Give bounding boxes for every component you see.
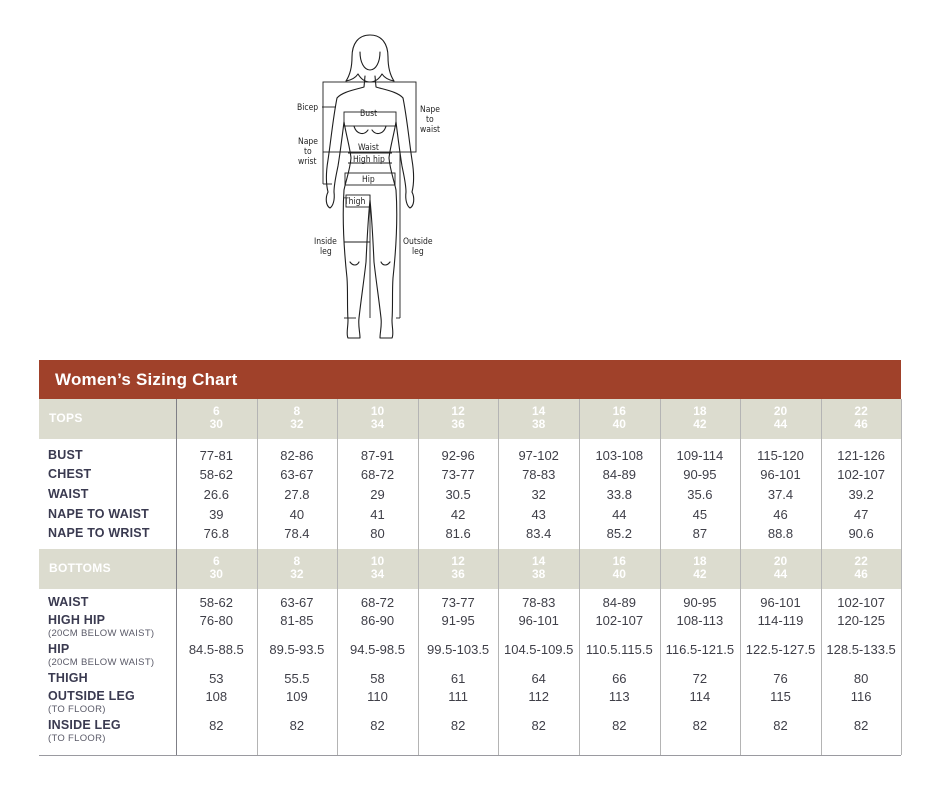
bottoms-cell: 112 [528,689,550,704]
bottoms-cell: 84.5-88.5 [188,642,244,657]
label-bust: Bust [360,109,378,119]
bottoms-cell: 72 [692,671,708,686]
bottoms-cell: 120-125 [837,613,885,628]
bottoms-cell: 82 [531,718,546,733]
tops-size-eu: 38 [532,417,546,431]
tops-row-label: BUST [48,448,83,462]
bottoms-cell: 96-101 [518,613,559,628]
bottoms-size-eu: 42 [693,567,707,581]
bottoms-cell: 102-107 [837,595,885,610]
tops-cell: 40 [289,507,305,522]
column-divider [901,399,902,755]
bottoms-size-eu: 44 [773,567,788,581]
bottoms-size-uk: 18 [693,554,707,568]
tops-cell: 78.4 [284,526,310,541]
bottoms-size-uk: 16 [612,554,626,568]
tops-cell: 32 [531,487,546,502]
bottoms-cell: 78-83 [522,595,556,610]
bottoms-cell: 82 [370,718,385,733]
bottoms-cell: 58-62 [199,595,233,610]
label-outside-leg-2: leg [412,247,424,257]
label-nape-waist-1: Nape [420,105,440,115]
bottoms-label: BOTTOMS [49,561,111,575]
tops-cell: 121-126 [837,448,885,463]
tops-size-uk: 22 [854,404,868,418]
tops-size-uk: 6 [212,404,220,418]
label-inside-leg-1: Inside [314,237,337,247]
tops-cell: 90.6 [848,526,874,541]
bottoms-cell: 84-89 [602,595,636,610]
bottoms-cell: 66 [612,671,627,686]
bottoms-cell: 82 [773,718,788,733]
tops-cell: 33.8 [606,487,632,502]
bottoms-cell: 82 [612,718,627,733]
bottoms-cell: 91-95 [441,613,475,628]
tops-size-uk: 14 [532,404,546,418]
bottoms-cell: 68-72 [360,595,395,610]
tops-cell: 96-101 [760,467,801,482]
body-measurement-figure [290,30,450,348]
tops-cell: 103-108 [595,448,644,463]
tops-cell: 27.8 [284,487,310,502]
label-bicep: Bicep [297,103,319,113]
label-waist: Waist [358,143,379,153]
bottoms-row-label: THIGH [48,671,88,685]
tops-cell: 102-107 [837,467,885,482]
tops-row-label: NAPE TO WRIST [48,526,150,540]
tops-cell: 76.8 [203,526,229,541]
bottoms-row-label: HIP [48,642,70,656]
bottoms-cell: 115 [770,689,791,704]
bottoms-header-band [39,549,901,589]
tops-size-eu: 32 [290,417,304,431]
bottoms-row-sublabel: (20CM BELOW WAIST) [48,628,155,639]
tops-row-label: CHEST [48,467,92,481]
bottoms-cell: 116 [850,689,872,704]
tops-cell: 47 [853,507,869,522]
bottoms-cell: 96-101 [760,595,801,610]
tops-cell: 84-89 [602,467,636,482]
bottoms-row-sublabel: (TO FLOOR) [48,733,106,744]
bottoms-cell: 76 [773,671,788,686]
bottoms-cell: 113 [608,689,630,704]
bottoms-cell: 81-85 [280,613,314,628]
bottoms-cell: 114 [689,689,711,704]
tops-cell: 109-114 [676,448,724,463]
bottoms-cell: 53 [209,671,224,686]
bottoms-cell: 110 [367,689,388,704]
bottoms-cell: 61 [450,671,466,686]
tops-label: TOPS [49,411,83,425]
tops-row-label: WAIST [48,487,89,501]
bottoms-size-eu: 30 [209,567,223,581]
tops-header-band [39,399,901,439]
bottoms-size-uk: 14 [532,554,546,568]
tops-cell: 43 [531,507,546,522]
bottoms-cell: 73-77 [441,595,475,610]
bottoms-size-eu: 32 [290,567,304,581]
tops-cell: 41 [370,507,385,522]
label-nape-waist-3: waist [420,125,441,135]
bottoms-cell: 128.5-133.5 [826,642,896,657]
tops-cell: 30.5 [445,487,471,502]
bottoms-cell: 114-119 [757,613,804,628]
bottoms-cell: 108 [205,689,228,704]
bottoms-cell: 89.5-93.5 [269,642,325,657]
tops-cell: 81.6 [445,526,471,541]
tops-cell: 90-95 [683,467,717,482]
body-outline-illustration [290,30,450,348]
tops-cell: 83.4 [526,526,552,541]
bottoms-cell: 116.5-121.5 [665,642,735,657]
bottoms-size-eu: 46 [854,567,868,581]
tops-cell: 78-83 [522,467,556,482]
bottoms-cell: 104.5-109.5 [503,642,574,657]
bottoms-cell: 108-113 [676,613,724,628]
tops-cell: 97-102 [518,448,559,463]
bottoms-cell: 110.5.115.5 [585,642,653,657]
bottoms-size-uk: 6 [212,554,220,568]
tops-size-eu: 44 [773,417,788,431]
tops-cell: 82-86 [280,448,314,463]
tops-cell: 42 [450,507,466,522]
bottoms-row-sublabel: (TO FLOOR) [48,704,106,715]
bottoms-size-uk: 8 [293,554,301,568]
tops-cell: 85.2 [606,526,632,541]
tops-cell: 77-81 [199,448,233,463]
tops-cell: 26.6 [203,487,229,502]
bottoms-cell: 94.5-98.5 [350,642,405,657]
tops-cell: 58-62 [199,467,233,482]
tops-cell: 87 [692,526,708,541]
tops-size-eu: 46 [854,417,868,431]
bottoms-cell: 82 [450,718,466,733]
tops-size-uk: 16 [612,404,626,418]
bottoms-row-label: OUTSIDE LEG [48,689,135,703]
tops-size-uk: 12 [451,404,465,418]
label-outside-leg-1: Outside [403,237,433,247]
label-thigh: Thigh [344,197,366,207]
tops-size-uk: 20 [773,404,788,418]
bottoms-row-label: HIGH HIP [48,613,106,627]
label-nape-waist-2: to [426,115,434,125]
tops-cell: 68-72 [360,467,395,482]
bottoms-row-sublabel: (20CM BELOW WAIST) [48,657,155,668]
tops-cell: 37.4 [767,487,794,502]
tops-cell: 39.2 [848,487,874,502]
tops-cell: 29 [370,487,385,502]
bottoms-cell: 58 [370,671,385,686]
tops-size-eu: 30 [209,417,223,431]
label-nape-wrist-3: wrist [298,157,317,167]
tops-cell: 115-120 [757,448,804,463]
label-inside-leg-2: leg [320,247,332,257]
tops-cell: 80 [370,526,385,541]
label-high-hip: High hip [353,155,385,165]
label-nape-wrist-2: to [304,147,312,157]
bottoms-cell: 63-67 [280,595,314,610]
tops-cell: 63-67 [280,467,314,482]
bottoms-cell: 80 [853,671,869,686]
tops-row-label: NAPE TO WAIST [48,507,149,521]
bottoms-size-uk: 10 [370,554,385,568]
tops-cell: 44 [612,507,627,522]
chart-title-bar [39,360,901,400]
bottoms-size-uk: 20 [773,554,788,568]
tops-size-uk: 10 [370,404,385,418]
bottoms-size-eu: 38 [532,567,546,581]
tops-cell: 87-91 [360,448,395,463]
tops-size-eu: 40 [612,417,626,431]
bottoms-cell: 82 [692,718,708,733]
bottoms-cell: 109 [286,689,308,704]
bottoms-cell: 55.5 [284,671,310,686]
bottoms-cell: 99.5-103.5 [427,642,490,657]
womens-sizing-chart [39,360,901,756]
bottoms-row-label: WAIST [48,595,89,609]
tops-cell: 92-96 [441,448,475,463]
bottoms-row-label: INSIDE LEG [48,718,121,732]
bottoms-cell: 90-95 [683,595,717,610]
tops-cell: 73-77 [441,467,475,482]
bottoms-size-uk: 12 [451,554,465,568]
label-nape-wrist-1: Nape [298,137,318,147]
bottoms-cell: 86-90 [360,613,395,628]
tops-size-eu: 34 [370,417,385,431]
tops-size-uk: 18 [693,404,707,418]
bottoms-size-eu: 40 [612,567,626,581]
bottoms-cell: 64 [531,671,546,686]
label-hip: Hip [362,175,375,185]
bottoms-cell: 82 [209,718,224,733]
tops-size-eu: 36 [451,417,465,431]
tops-cell: 35.6 [687,487,713,502]
tops-size-eu: 42 [693,417,707,431]
bottoms-size-eu: 34 [370,567,385,581]
bottoms-cell: 122.5-127.5 [745,642,816,657]
tops-cell: 88.8 [767,526,794,541]
bottoms-cell: 102-107 [595,613,644,628]
bottoms-cell: 82 [289,718,305,733]
tops-size-uk: 8 [293,404,301,418]
tops-cell: 45 [692,507,708,522]
bottoms-cell: 111 [448,689,468,704]
bottoms-size-uk: 22 [854,554,868,568]
bottoms-size-eu: 36 [451,567,465,581]
bottoms-cell: 76-80 [199,613,233,628]
bottoms-cell: 82 [853,718,869,733]
chart-title: Women’s Sizing Chart [55,370,238,389]
tops-cell: 39 [209,507,224,522]
tops-cell: 46 [773,507,788,522]
